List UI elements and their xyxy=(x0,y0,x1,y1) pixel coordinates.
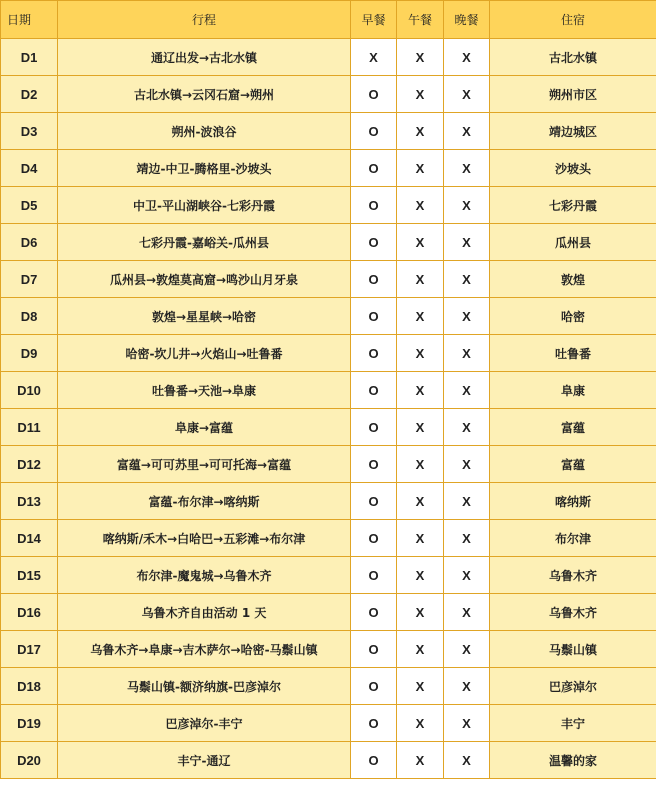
dinner-cell: X xyxy=(444,335,490,372)
day-cell: D13 xyxy=(1,483,58,520)
lunch-cell: X xyxy=(397,224,444,261)
header-stay: 住宿 xyxy=(490,1,656,39)
stay-cell: 温馨的家 xyxy=(490,742,656,779)
header-day: 日期 xyxy=(1,1,58,39)
breakfast-cell: O xyxy=(351,187,397,224)
breakfast-cell: O xyxy=(351,76,397,113)
day-cell: D15 xyxy=(1,557,58,594)
stay-cell: 敦煌 xyxy=(490,261,656,298)
breakfast-cell: O xyxy=(351,668,397,705)
dinner-cell: X xyxy=(444,261,490,298)
stay-cell: 靖边城区 xyxy=(490,113,656,150)
table-row xyxy=(1,446,656,483)
table-row xyxy=(1,557,656,594)
table-row xyxy=(1,224,656,261)
lunch-cell: X xyxy=(397,520,444,557)
lunch-cell: X xyxy=(397,372,444,409)
lunch-cell: X xyxy=(397,39,444,76)
lunch-cell: X xyxy=(397,557,444,594)
day-cell: D10 xyxy=(1,372,58,409)
breakfast-cell: O xyxy=(351,298,397,335)
dinner-cell: X xyxy=(444,150,490,187)
day-cell: D6 xyxy=(1,224,58,261)
route-cell: 朔州-波浪谷 xyxy=(58,113,351,150)
dinner-cell: X xyxy=(444,187,490,224)
table-row xyxy=(1,594,656,631)
route-cell: 吐鲁番→天池→阜康 xyxy=(58,372,351,409)
dinner-cell: X xyxy=(444,594,490,631)
table-row xyxy=(1,39,656,76)
route-cell: 马鬃山镇-额济纳旗-巴彦淖尔 xyxy=(58,668,351,705)
lunch-cell: X xyxy=(397,113,444,150)
breakfast-cell: O xyxy=(351,742,397,779)
stay-cell: 富蕴 xyxy=(490,446,656,483)
stay-cell: 丰宁 xyxy=(490,705,656,742)
route-cell: 通辽出发→古北水镇 xyxy=(58,39,351,76)
breakfast-cell: O xyxy=(351,446,397,483)
breakfast-cell: X xyxy=(351,39,397,76)
route-cell: 阜康→富蕴 xyxy=(58,409,351,446)
breakfast-cell: O xyxy=(351,261,397,298)
table-row xyxy=(1,520,656,557)
header-breakfast: 早餐 xyxy=(351,1,397,39)
table-row xyxy=(1,261,656,298)
breakfast-cell: O xyxy=(351,335,397,372)
dinner-cell: X xyxy=(444,520,490,557)
header-lunch: 午餐 xyxy=(397,1,444,39)
stay-cell: 喀纳斯 xyxy=(490,483,656,520)
table-row xyxy=(1,335,656,372)
dinner-cell: X xyxy=(444,76,490,113)
route-cell: 乌鲁木齐自由活动 1 天 xyxy=(58,594,351,631)
breakfast-cell: O xyxy=(351,594,397,631)
day-cell: D2 xyxy=(1,76,58,113)
lunch-cell: X xyxy=(397,446,444,483)
day-cell: D3 xyxy=(1,113,58,150)
day-cell: D12 xyxy=(1,446,58,483)
breakfast-cell: O xyxy=(351,224,397,261)
day-cell: D9 xyxy=(1,335,58,372)
breakfast-cell: O xyxy=(351,520,397,557)
table-row xyxy=(1,372,656,409)
lunch-cell: X xyxy=(397,150,444,187)
route-cell: 中卫-平山湖峡谷-七彩丹霞 xyxy=(58,187,351,224)
header-route: 行程 xyxy=(58,1,351,39)
header-dinner: 晚餐 xyxy=(444,1,490,39)
stay-cell: 朔州市区 xyxy=(490,76,656,113)
breakfast-cell: O xyxy=(351,409,397,446)
dinner-cell: X xyxy=(444,742,490,779)
lunch-cell: X xyxy=(397,594,444,631)
lunch-cell: X xyxy=(397,409,444,446)
stay-cell: 乌鲁木齐 xyxy=(490,594,656,631)
route-cell: 靖边-中卫-腾格里-沙坡头 xyxy=(58,150,351,187)
dinner-cell: X xyxy=(444,409,490,446)
stay-cell: 阜康 xyxy=(490,372,656,409)
route-cell: 瓜州县→敦煌莫高窟→鸣沙山月牙泉 xyxy=(58,261,351,298)
table-row xyxy=(1,742,656,779)
dinner-cell: X xyxy=(444,372,490,409)
day-cell: D14 xyxy=(1,520,58,557)
route-cell: 喀纳斯/禾木→白哈巴→五彩滩→布尔津 xyxy=(58,520,351,557)
route-cell: 丰宁-通辽 xyxy=(58,742,351,779)
day-cell: D18 xyxy=(1,668,58,705)
breakfast-cell: O xyxy=(351,372,397,409)
day-cell: D19 xyxy=(1,705,58,742)
breakfast-cell: O xyxy=(351,483,397,520)
stay-cell: 马鬃山镇 xyxy=(490,631,656,668)
lunch-cell: X xyxy=(397,668,444,705)
table-row xyxy=(1,76,656,113)
day-cell: D11 xyxy=(1,409,58,446)
day-cell: D16 xyxy=(1,594,58,631)
table-header xyxy=(1,1,656,39)
dinner-cell: X xyxy=(444,557,490,594)
dinner-cell: X xyxy=(444,113,490,150)
stay-cell: 乌鲁木齐 xyxy=(490,557,656,594)
route-cell: 巴彦淖尔-丰宁 xyxy=(58,705,351,742)
table-body xyxy=(1,39,656,779)
stay-cell: 沙坡头 xyxy=(490,150,656,187)
route-cell: 富蕴→可可苏里→可可托海→富蕴 xyxy=(58,446,351,483)
route-cell: 敦煌→星星峡→哈密 xyxy=(58,298,351,335)
stay-cell: 七彩丹霞 xyxy=(490,187,656,224)
lunch-cell: X xyxy=(397,261,444,298)
dinner-cell: X xyxy=(444,446,490,483)
breakfast-cell: O xyxy=(351,150,397,187)
header-row xyxy=(1,1,656,39)
dinner-cell: X xyxy=(444,483,490,520)
day-cell: D4 xyxy=(1,150,58,187)
day-cell: D20 xyxy=(1,742,58,779)
lunch-cell: X xyxy=(397,742,444,779)
lunch-cell: X xyxy=(397,631,444,668)
day-cell: D5 xyxy=(1,187,58,224)
route-cell: 古北水镇→云冈石窟→朔州 xyxy=(58,76,351,113)
table-row xyxy=(1,631,656,668)
stay-cell: 富蕴 xyxy=(490,409,656,446)
table-row xyxy=(1,668,656,705)
breakfast-cell: O xyxy=(351,557,397,594)
stay-cell: 瓜州县 xyxy=(490,224,656,261)
route-cell: 七彩丹霞-嘉峪关-瓜州县 xyxy=(58,224,351,261)
stay-cell: 吐鲁番 xyxy=(490,335,656,372)
lunch-cell: X xyxy=(397,335,444,372)
lunch-cell: X xyxy=(397,298,444,335)
day-cell: D1 xyxy=(1,39,58,76)
breakfast-cell: O xyxy=(351,631,397,668)
route-cell: 乌鲁木齐→阜康→吉木萨尔→哈密-马鬃山镇 xyxy=(58,631,351,668)
route-cell: 富蕴-布尔津→喀纳斯 xyxy=(58,483,351,520)
table-row xyxy=(1,483,656,520)
stay-cell: 布尔津 xyxy=(490,520,656,557)
dinner-cell: X xyxy=(444,668,490,705)
dinner-cell: X xyxy=(444,39,490,76)
table-row xyxy=(1,409,656,446)
day-cell: D17 xyxy=(1,631,58,668)
breakfast-cell: O xyxy=(351,705,397,742)
table-row xyxy=(1,705,656,742)
route-cell: 布尔津-魔鬼城→乌鲁木齐 xyxy=(58,557,351,594)
stay-cell: 哈密 xyxy=(490,298,656,335)
stay-cell: 巴彦淖尔 xyxy=(490,668,656,705)
table-row xyxy=(1,187,656,224)
lunch-cell: X xyxy=(397,705,444,742)
table-row xyxy=(1,113,656,150)
table-row xyxy=(1,150,656,187)
breakfast-cell: O xyxy=(351,113,397,150)
dinner-cell: X xyxy=(444,705,490,742)
day-cell: D8 xyxy=(1,298,58,335)
day-cell: D7 xyxy=(1,261,58,298)
stay-cell: 古北水镇 xyxy=(490,39,656,76)
lunch-cell: X xyxy=(397,483,444,520)
lunch-cell: X xyxy=(397,76,444,113)
route-cell: 哈密-坎儿井→火焰山→吐鲁番 xyxy=(58,335,351,372)
dinner-cell: X xyxy=(444,631,490,668)
table-row xyxy=(1,298,656,335)
dinner-cell: X xyxy=(444,224,490,261)
lunch-cell: X xyxy=(397,187,444,224)
dinner-cell: X xyxy=(444,298,490,335)
